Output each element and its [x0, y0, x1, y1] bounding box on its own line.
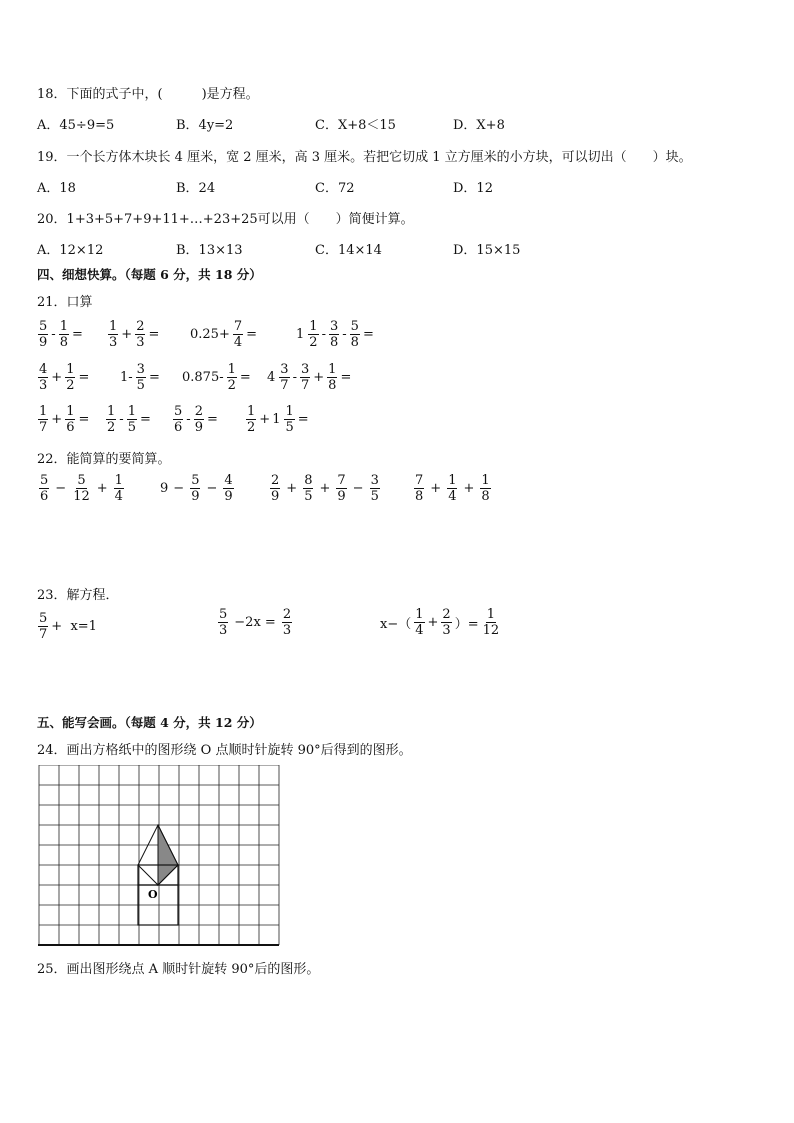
q22-expr1: $\frac{5}{6}$ − $\frac{5}{12}$ + $\frac{1}{4}$ — [40, 473, 123, 504]
question-22-title: 22．能简算的要简算。 — [37, 452, 171, 467]
q19-option-b: B．24 — [176, 181, 216, 196]
q21-r3-expr2: $\frac{1}{2}$ - $\frac{1}{5}$ = — [107, 404, 151, 435]
q20-option-a: A．12×12 — [37, 243, 104, 258]
question-18: 18．下面的式子中，( )是方程。 — [37, 87, 259, 102]
q20-option-c: C．14×14 — [315, 243, 382, 258]
q18-option-d: D．X+8 — [453, 118, 505, 133]
q23-eq3: x−（ $\frac{1}{4}$ + $\frac{2}{3}$ ）= $\frac{1}{12}$ — [380, 607, 500, 638]
q23-eq1: $\frac{5}{7}$ + x=1 — [39, 611, 97, 642]
q22-expr4: $\frac{7}{8}$ + $\frac{1}{4}$ + $\frac{1}{8}$ — [415, 473, 490, 504]
q18-option-b: B．4y=2 — [176, 118, 234, 133]
question-25: 25．画出图形绕点 A 顺时针旋转 90°后的图形。 — [37, 962, 320, 977]
grid-paper — [38, 765, 281, 947]
q23-eq2: $\frac{5}{3}$ −2x = $\frac{2}{3}$ — [219, 607, 292, 638]
question-21-title: 21．口算 — [37, 295, 93, 310]
q18-option-a: A．45÷9=5 — [37, 118, 115, 133]
q21-r3-expr4: $\frac{1}{2}$ + 1 $\frac{1}{5}$ = — [247, 404, 309, 435]
q19-option-a: A．18 — [37, 181, 76, 196]
q22-expr2: 9 − $\frac{5}{9}$ − $\frac{4}{9}$ — [160, 473, 233, 504]
q21-r1-expr4: 1 $\frac{1}{2}$ - $\frac{3}{8}$ - $\frac{5}{8}$ = — [296, 319, 374, 350]
q20-option-b: B．13×13 — [176, 243, 243, 258]
q20-option-d: D．15×15 — [453, 243, 521, 258]
point-o-label: O — [148, 888, 158, 901]
q18-option-c: C．X+8＜15 — [315, 118, 396, 133]
question-19: 19．一个长方体木块长 4 厘米，宽 2 厘米，高 3 厘米。若把它切成 1 立方厘米的小方块，可以切出（ ）块。 — [37, 150, 692, 165]
q21-r2-expr4: 4 $\frac{3}{7}$ - $\frac{3}{7}$ + $\frac{1}{8}$ = — [267, 362, 352, 393]
q21-r1-expr1: $\frac{5}{9}$ - $\frac{1}{8}$ = — [39, 319, 83, 350]
q19-option-c: C．72 — [315, 181, 355, 196]
q21-r2-expr2: 1- $\frac{3}{5}$ = — [120, 362, 160, 393]
q21-r3-expr3: $\frac{5}{6}$ - $\frac{2}{9}$ = — [174, 404, 218, 435]
q21-r2-expr3: 0.875- $\frac{1}{2}$ = — [182, 362, 251, 393]
shaded-triangle — [158, 825, 178, 885]
q21-r2-expr1: $\frac{4}{3}$ + $\frac{1}{2}$ = — [39, 362, 90, 393]
question-23-title: 23．解方程． — [37, 588, 119, 603]
section-4-heading: 四、细想快算。（每题 6 分，共 18 分） — [37, 267, 262, 282]
q22-expr3: $\frac{2}{9}$ + $\frac{8}{5}$ + $\frac{7}{9}$ − $\frac{3}{5}$ — [271, 473, 379, 504]
q21-r3-expr1: $\frac{1}{7}$ + $\frac{1}{6}$ = — [39, 404, 90, 435]
q21-r1-expr3: 0.25+ $\frac{7}{4}$ = — [190, 319, 258, 350]
q19-option-d: D．12 — [453, 181, 493, 196]
question-24: 24．画出方格纸中的图形绕 O 点顺时针旋转 90°后得到的图形。 — [37, 743, 412, 758]
section-5-heading: 五、能写会画。（每题 4 分，共 12 分） — [37, 715, 262, 730]
q21-r1-expr2: $\frac{1}{3}$ + $\frac{2}{3}$ = — [109, 319, 160, 350]
question-20: 20．1+3+5+7+9+11+…+23+25可以用（ ）简便计算。 — [37, 212, 414, 227]
